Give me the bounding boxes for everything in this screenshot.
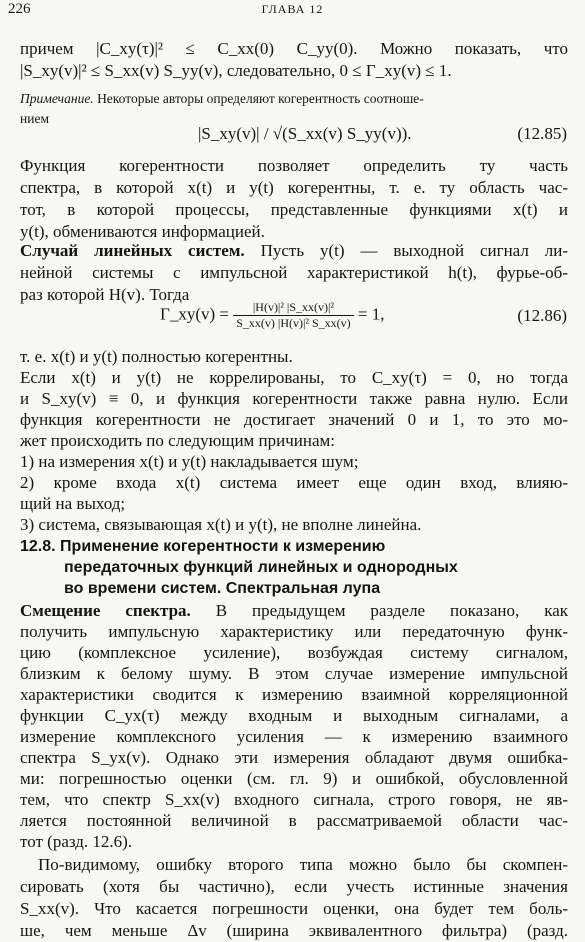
text-line: цию (комплексное усиление), возбуждая систему сигналом, xyxy=(20,643,568,662)
section-title-line: передаточных функций линейных и однородных xyxy=(64,559,458,576)
equation-12-86 xyxy=(160,300,385,331)
text-line: ми: погрешностью оценки (см. гл. 9) и ошибкой, обусловленной xyxy=(20,769,568,788)
note-line xyxy=(20,88,568,110)
text-line: получить импульсную характеристику или передаточную функ- xyxy=(20,622,568,641)
text-line: S_xx(v). Что касается погрешности оценки, она будет тем боль- xyxy=(20,899,568,918)
note-label: Примечание. xyxy=(20,91,94,106)
text-line: По-видимому, ошибку второго типа можно было бы скомпен- xyxy=(38,855,568,874)
text-line: спектра S_yx(v). Однако эти измерения обладают двумя ошибка- xyxy=(20,748,568,767)
text-line xyxy=(20,240,568,262)
text-line: измерение комплексного усиления — к измерению взаимного xyxy=(20,727,568,746)
equation-12-85: |S_xy(v)| / √(S_xx(v) S_yy(v)). xyxy=(198,124,412,143)
equation-number: (12.85) xyxy=(517,124,567,143)
equation-fraction xyxy=(233,300,353,331)
text-line: Если x(t) и y(t) не коррелированы, то C_xy(τ) = 0, но тогда xyxy=(20,368,568,387)
text-line: тем, что спектр S_xx(v) входного сигнала, строго говоря, не яв- xyxy=(20,790,568,809)
text-line: спектра, в которой x(t) и y(t) когерентны, т. е. ту область час- xyxy=(20,178,568,197)
text-line: ше, чем меньше Δv (ширина эквивалентного фильтра) (разд. xyxy=(20,921,568,940)
text-line: тот (разд. 12.6). xyxy=(20,832,133,851)
list-item: 3) система, связывающая x(t) и y(t), не вполне линейна. xyxy=(20,515,422,534)
list-item-continuation: щий на выход; xyxy=(20,494,126,513)
section-number: 12.8. xyxy=(20,538,56,555)
text-line: Функция когерентности позволяет определить ту часть xyxy=(20,156,568,175)
note-continuation: нием xyxy=(20,111,49,126)
equation-lhs: Γ_xy(v) = xyxy=(160,304,229,324)
chapter-title: ГЛАВА 12 xyxy=(261,2,324,16)
text-line xyxy=(20,600,568,622)
run-in-heading: Смещение спектра. xyxy=(20,601,191,620)
text-run: Пусть y(t) — выходной сигнал ли- xyxy=(260,241,569,260)
text-run: В предыдущем разделе показано, как xyxy=(215,601,568,620)
page-number: 226 xyxy=(8,1,31,17)
text-line: характеристики сводится к измерению взаимной корреляционной xyxy=(20,685,568,704)
section-title-line: во времени систем. Спектральная лупа xyxy=(64,580,381,597)
section-heading xyxy=(20,536,568,599)
text-line: ляется постоянной величиной в рассматриваемой области час- xyxy=(20,811,568,830)
fraction-denominator: S_xx(v) |H(v)|² S_xx(v) xyxy=(236,316,351,330)
text-line: раз которой H(v). Тогда xyxy=(20,285,190,304)
text-line: функции C_yx(τ) между входным и выходным сигналами, а xyxy=(20,706,568,725)
section-title-line: Применение когерентности к измерению xyxy=(60,538,386,555)
text-line: тот, в которой процессы, представленные функциями x(t) и xyxy=(20,200,568,219)
note-text: Некоторые авторы определяют когерентность соотноше- xyxy=(97,91,424,106)
text-line: нейной системы с импульсной характеристикой h(t), фурье-об- xyxy=(20,263,568,282)
text-line: жет происходить по следующим причинам: xyxy=(20,431,336,450)
fraction-numerator: |H(v)|² |S_xx(v)|² xyxy=(233,300,353,316)
text-line: и S_xy(v) ≡ 0, и функция когерентности также равна нулю. Если xyxy=(20,389,568,408)
text-line: т. е. x(t) и y(t) полностью когерентны. xyxy=(20,347,293,366)
list-item: 1) на измерения x(t) и y(t) накладывается шум; xyxy=(20,452,359,471)
equation-rhs: = 1, xyxy=(357,304,385,324)
text-line: близким к белому шуму. В этом случае измерение импульсной xyxy=(20,664,568,683)
equation-number: (12.86) xyxy=(517,306,567,325)
page-header xyxy=(0,0,585,20)
text-line: причем |C_xy(τ)|² ≤ C_xx(0) C_yy(0). Можно показать, что xyxy=(20,39,568,58)
text-line: сировать (хотя бы частично), если учесть истинные значения xyxy=(20,877,568,896)
text-line: функция когерентности не достигает значений 0 и 1, то это мо- xyxy=(20,410,568,429)
run-in-heading: Случай линейных систем. xyxy=(20,241,245,260)
text-line: |S_xy(v)|² ≤ S_xx(v) S_yy(v), следовательно, 0 ≤ Γ_xy(v) ≤ 1. xyxy=(20,61,452,80)
list-item: 2) кроме входа x(t) система имеет еще один вход, влияю- xyxy=(20,473,568,492)
text-line: y(t), обмениваются информацией. xyxy=(20,222,265,241)
